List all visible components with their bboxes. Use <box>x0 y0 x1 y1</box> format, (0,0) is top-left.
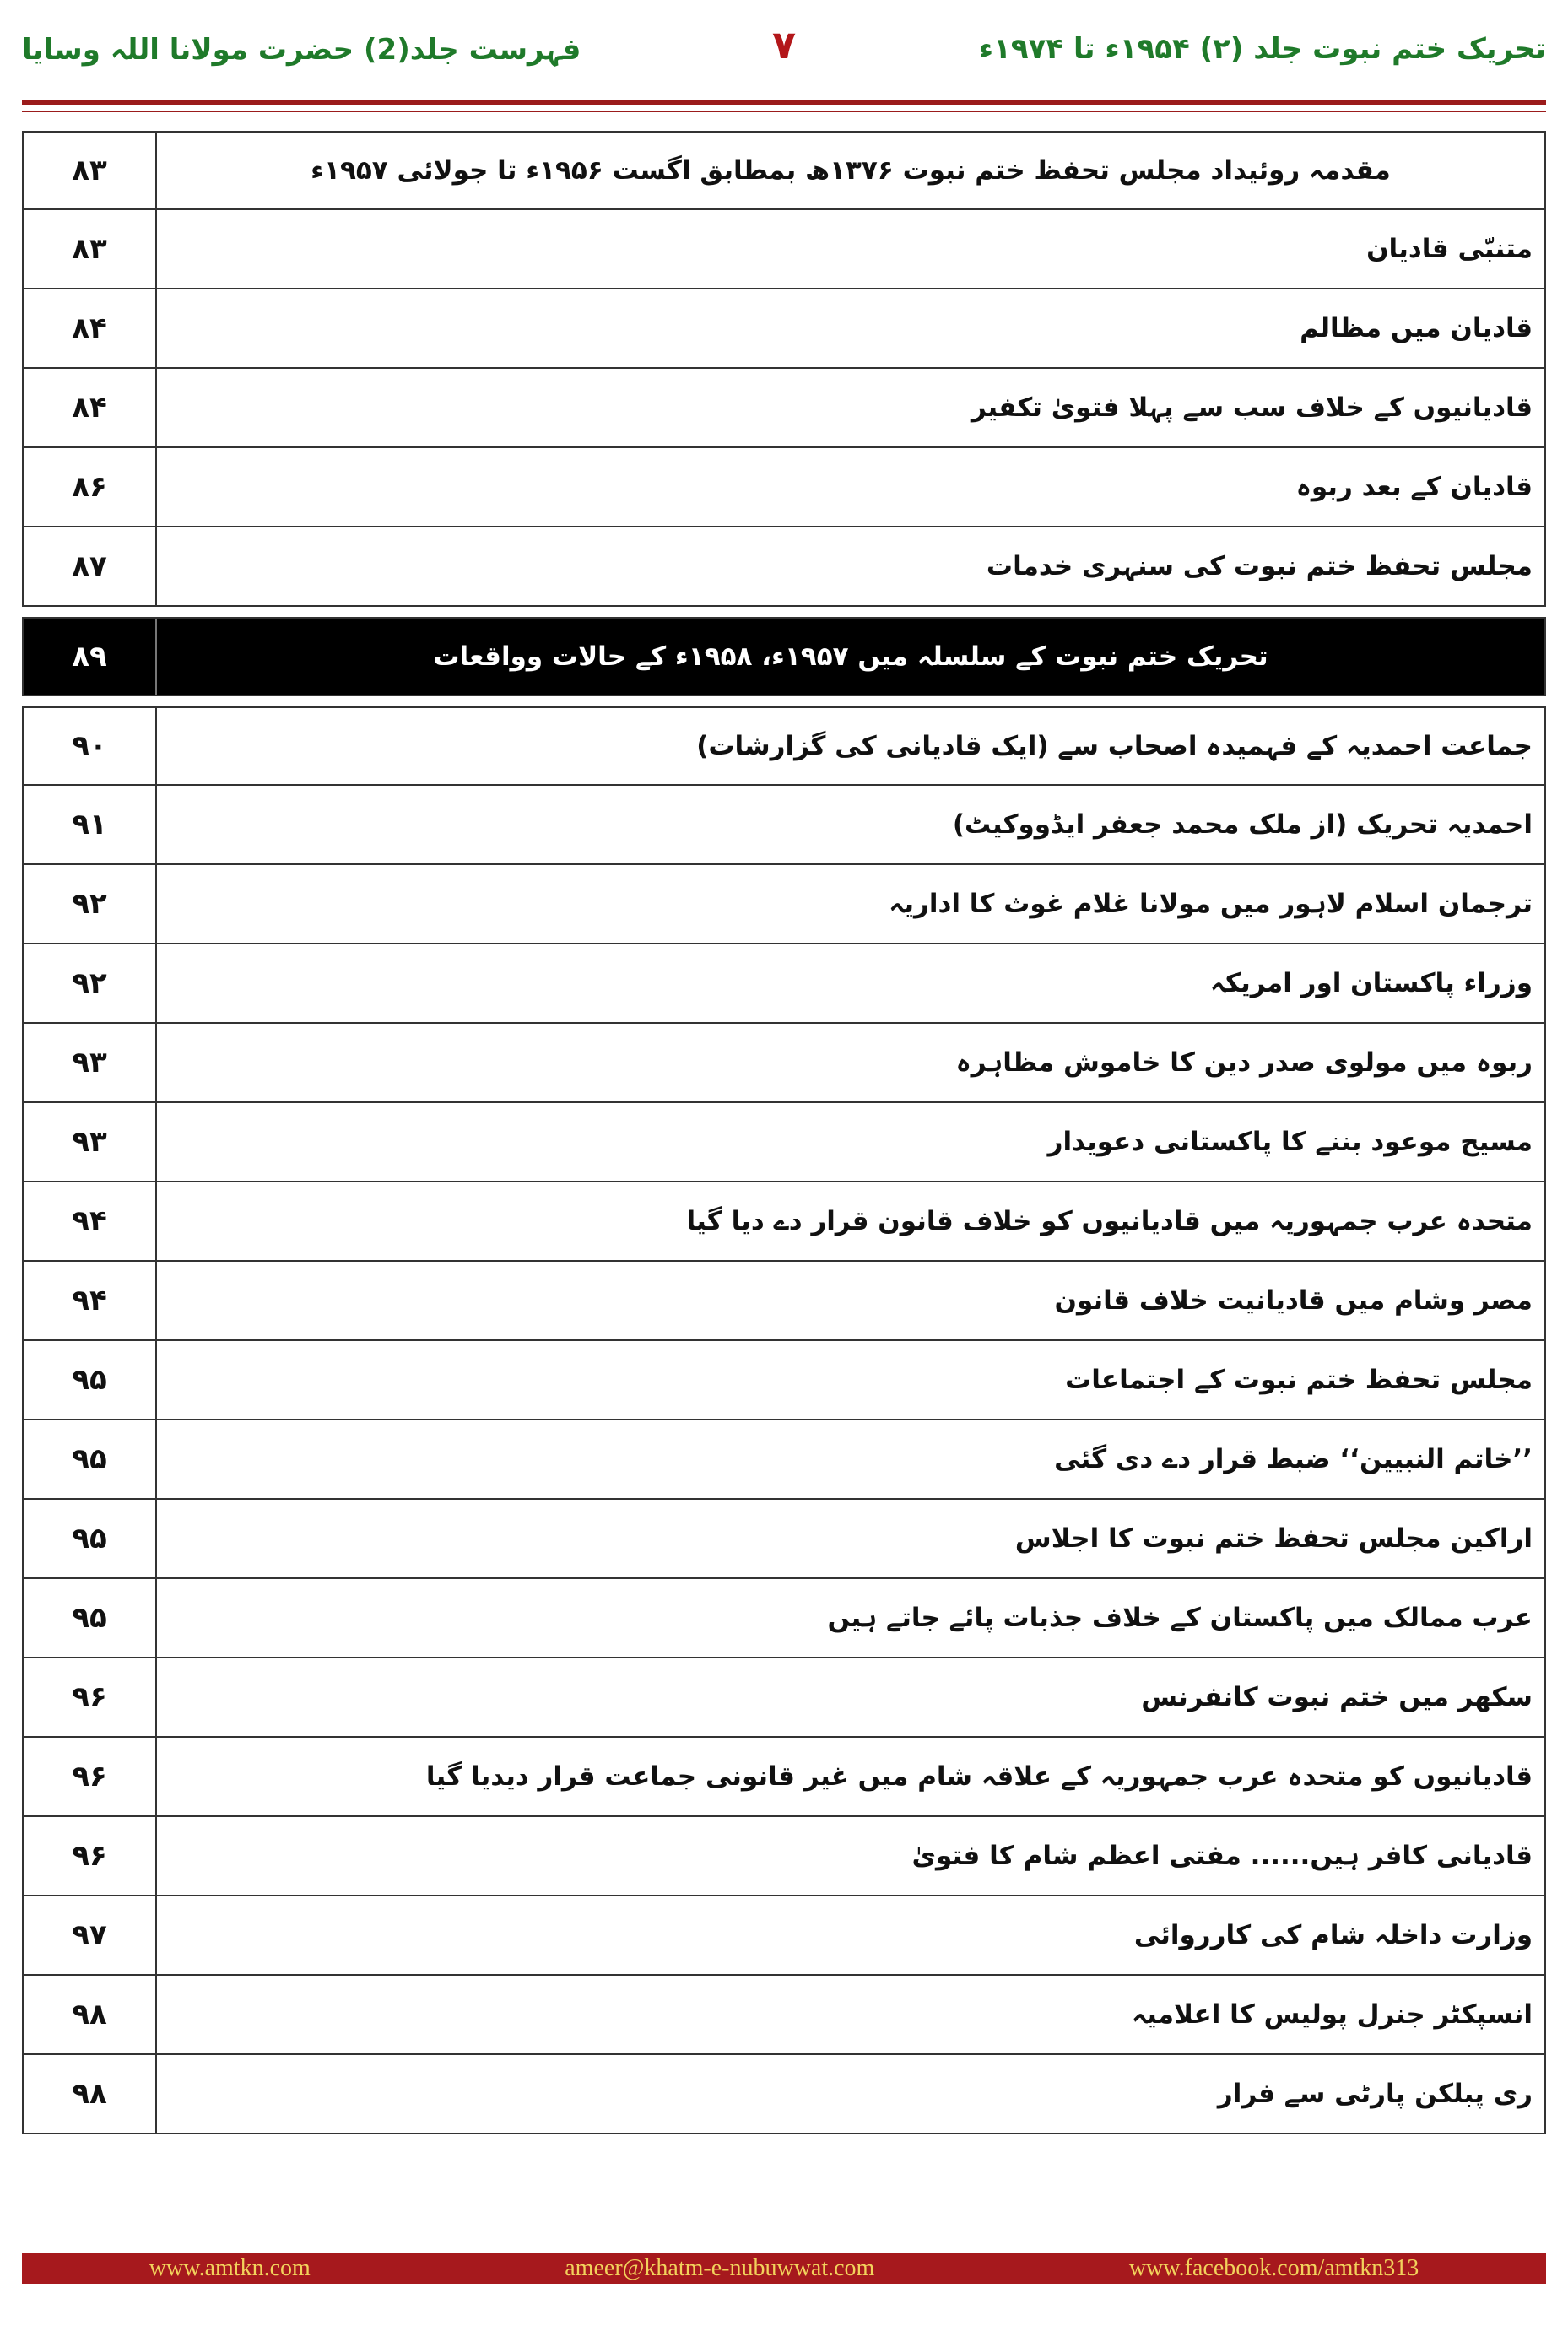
toc-title: مجلس تحفظ ختم نبوت کی سنہری خدمات <box>986 551 1533 581</box>
toc-row <box>22 1817 1546 1896</box>
toc-page-number: ۸۴ <box>24 369 157 446</box>
toc-title: قادیانیوں کے خلاف سب سے پہلا فتویٰ تکفیر <box>971 392 1533 423</box>
toc-row <box>22 1420 1546 1500</box>
table-of-contents <box>22 131 1546 2134</box>
toc-page-number: ۹۶ <box>24 1658 157 1736</box>
toc-row <box>22 1500 1546 1579</box>
header-rule-thin <box>22 111 1546 112</box>
toc-title: قادیان کے بعد ربوہ <box>1295 472 1533 502</box>
page-header <box>0 0 1568 93</box>
toc-page-number: ۹۵ <box>24 1341 157 1419</box>
toc-row <box>22 1341 1546 1420</box>
toc-title: احمدیہ تحریک (از ملک محمد جعفر ایڈووکیٹ) <box>952 809 1533 840</box>
toc-page-number: ۹۷ <box>24 1896 157 1974</box>
section-gap <box>22 607 1546 617</box>
toc-page-number: ۹۸ <box>24 1976 157 2053</box>
section-gap <box>22 696 1546 706</box>
toc-page-number: ۹۶ <box>24 1817 157 1895</box>
toc-page-number: ۹۴ <box>24 1262 157 1339</box>
toc-title: مسیح موعود بننے کا پاکستانی دعویدار <box>1047 1127 1533 1157</box>
toc-page-number: ۹۵ <box>24 1420 157 1498</box>
toc-title: ری پبلکن پارٹی سے فرار <box>1217 2079 1533 2109</box>
toc-row <box>22 706 1546 786</box>
toc-page-number: ۹۲ <box>24 865 157 943</box>
section-page-number: ۸۹ <box>24 619 157 695</box>
toc-page-number: ۸۶ <box>24 448 157 526</box>
toc-page-number: ۸۳ <box>24 210 157 288</box>
toc-title: جماعت احمدیہ کے فہمیدہ اصحاب سے (ایک قادیانی کی گزارشات) <box>696 731 1533 761</box>
toc-title: مقدمہ روئیداد مجلس تحفظ ختم نبوت ۱۳۷۶ھ بمطابق اگست ۱۹۵۶ء تا جولائی ۱۹۵۷ء <box>311 155 1391 186</box>
toc-page-number: ۹۰ <box>24 708 157 784</box>
header-rule-thick <box>22 100 1546 105</box>
toc-title: قادیان میں مظالم <box>1300 313 1533 343</box>
toc-row <box>22 369 1546 448</box>
toc-page-number: ۹۲ <box>24 944 157 1022</box>
page-number: ۷ <box>771 22 797 68</box>
toc-row <box>22 1976 1546 2055</box>
toc-title: وزارت داخلہ شام کی کارروائی <box>1133 1920 1533 1950</box>
toc-row <box>22 527 1546 607</box>
footer-email-link[interactable]: ameer@khatm-e-nubuwwat.com <box>565 2255 875 2281</box>
toc-title: مجلس تحفظ ختم نبوت کے اجتماعات <box>1065 1365 1533 1395</box>
toc-page-number: ۹۶ <box>24 1738 157 1815</box>
toc-page-number: ۹۳ <box>24 1103 157 1181</box>
toc-title: سکھر میں ختم نبوت کانفرنس <box>1141 1682 1533 1712</box>
toc-row <box>22 865 1546 944</box>
toc-title: ترجمان اسلام لاہور میں مولانا غلام غوث کا اداریہ <box>889 889 1533 919</box>
toc-row <box>22 944 1546 1024</box>
toc-title: مصر وشام میں قادیانیت خلاف قانون <box>1054 1285 1533 1316</box>
toc-row <box>22 1103 1546 1182</box>
toc-row <box>22 1658 1546 1738</box>
toc-row <box>22 448 1546 527</box>
footer-facebook-link[interactable]: www.facebook.com/amtkn313 <box>1128 2255 1419 2281</box>
toc-row <box>22 289 1546 369</box>
toc-title: ربوہ میں مولوی صدر دین کا خاموش مظاہرہ <box>955 1047 1533 1078</box>
toc-title: متحدہ عرب جمہوریہ میں قادیانیوں کو خلاف قانون قرار دے دیا گیا <box>686 1206 1533 1236</box>
toc-page-number: ۸۴ <box>24 289 157 367</box>
toc-row <box>22 1182 1546 1262</box>
toc-page-number: ۹۱ <box>24 786 157 863</box>
toc-title: وزراء پاکستان اور امریکہ <box>1209 968 1533 998</box>
toc-row <box>22 131 1546 210</box>
toc-row <box>22 1024 1546 1103</box>
toc-row <box>22 2055 1546 2134</box>
toc-page-number: ۸۷ <box>24 527 157 605</box>
toc-row <box>22 1738 1546 1817</box>
page-footer <box>22 2253 1546 2284</box>
toc-page-number: ۸۳ <box>24 133 157 208</box>
toc-title: قادیانیوں کو متحدہ عرب جمہوریہ کے علاقہ شام میں غیر قانونی جماعت قرار دیدیا گیا <box>425 1761 1533 1792</box>
toc-row <box>22 1896 1546 1976</box>
section-header-row <box>22 617 1546 696</box>
toc-row <box>22 786 1546 865</box>
toc-title: انسپکٹر جنرل پولیس کا اعلامیہ <box>1132 1999 1533 2030</box>
header-book-title: تحریک ختم نبوت جلد (۲) ۱۹۵۴ء تا ۱۹۷۴ء <box>978 32 1546 66</box>
toc-title: قادیانی کافر ہیں...... مفتی اعظم شام کا فتویٰ <box>911 1841 1533 1871</box>
toc-page-number: ۹۴ <box>24 1182 157 1260</box>
toc-page-number: ۹۵ <box>24 1579 157 1657</box>
header-index-title: فہرست جلد(2) حضرت مولانا اللہ وسایا <box>22 33 581 67</box>
toc-title: متنبّی قادیان <box>1366 234 1533 264</box>
toc-row <box>22 1262 1546 1341</box>
toc-title: اراکین مجلس تحفظ ختم نبوت کا اجلاس <box>1014 1523 1533 1554</box>
toc-page-number: ۹۳ <box>24 1024 157 1101</box>
section-title: تحریک ختم نبوت کے سلسلہ میں ۱۹۵۷ء، ۱۹۵۸ء کے حالات وواقعات <box>433 641 1268 672</box>
footer-website-link[interactable]: www.amtkn.com <box>149 2255 311 2281</box>
toc-row <box>22 210 1546 289</box>
toc-page-number: ۹۵ <box>24 1500 157 1577</box>
toc-row <box>22 1579 1546 1658</box>
toc-title: ’’خاتم النبیین‘‘ ضبط قرار دے دی گئی <box>1054 1444 1533 1474</box>
toc-title: عرب ممالک میں پاکستان کے خلاف جذبات پائے جاتے ہیں <box>827 1603 1533 1633</box>
toc-page-number: ۹۸ <box>24 2055 157 2133</box>
